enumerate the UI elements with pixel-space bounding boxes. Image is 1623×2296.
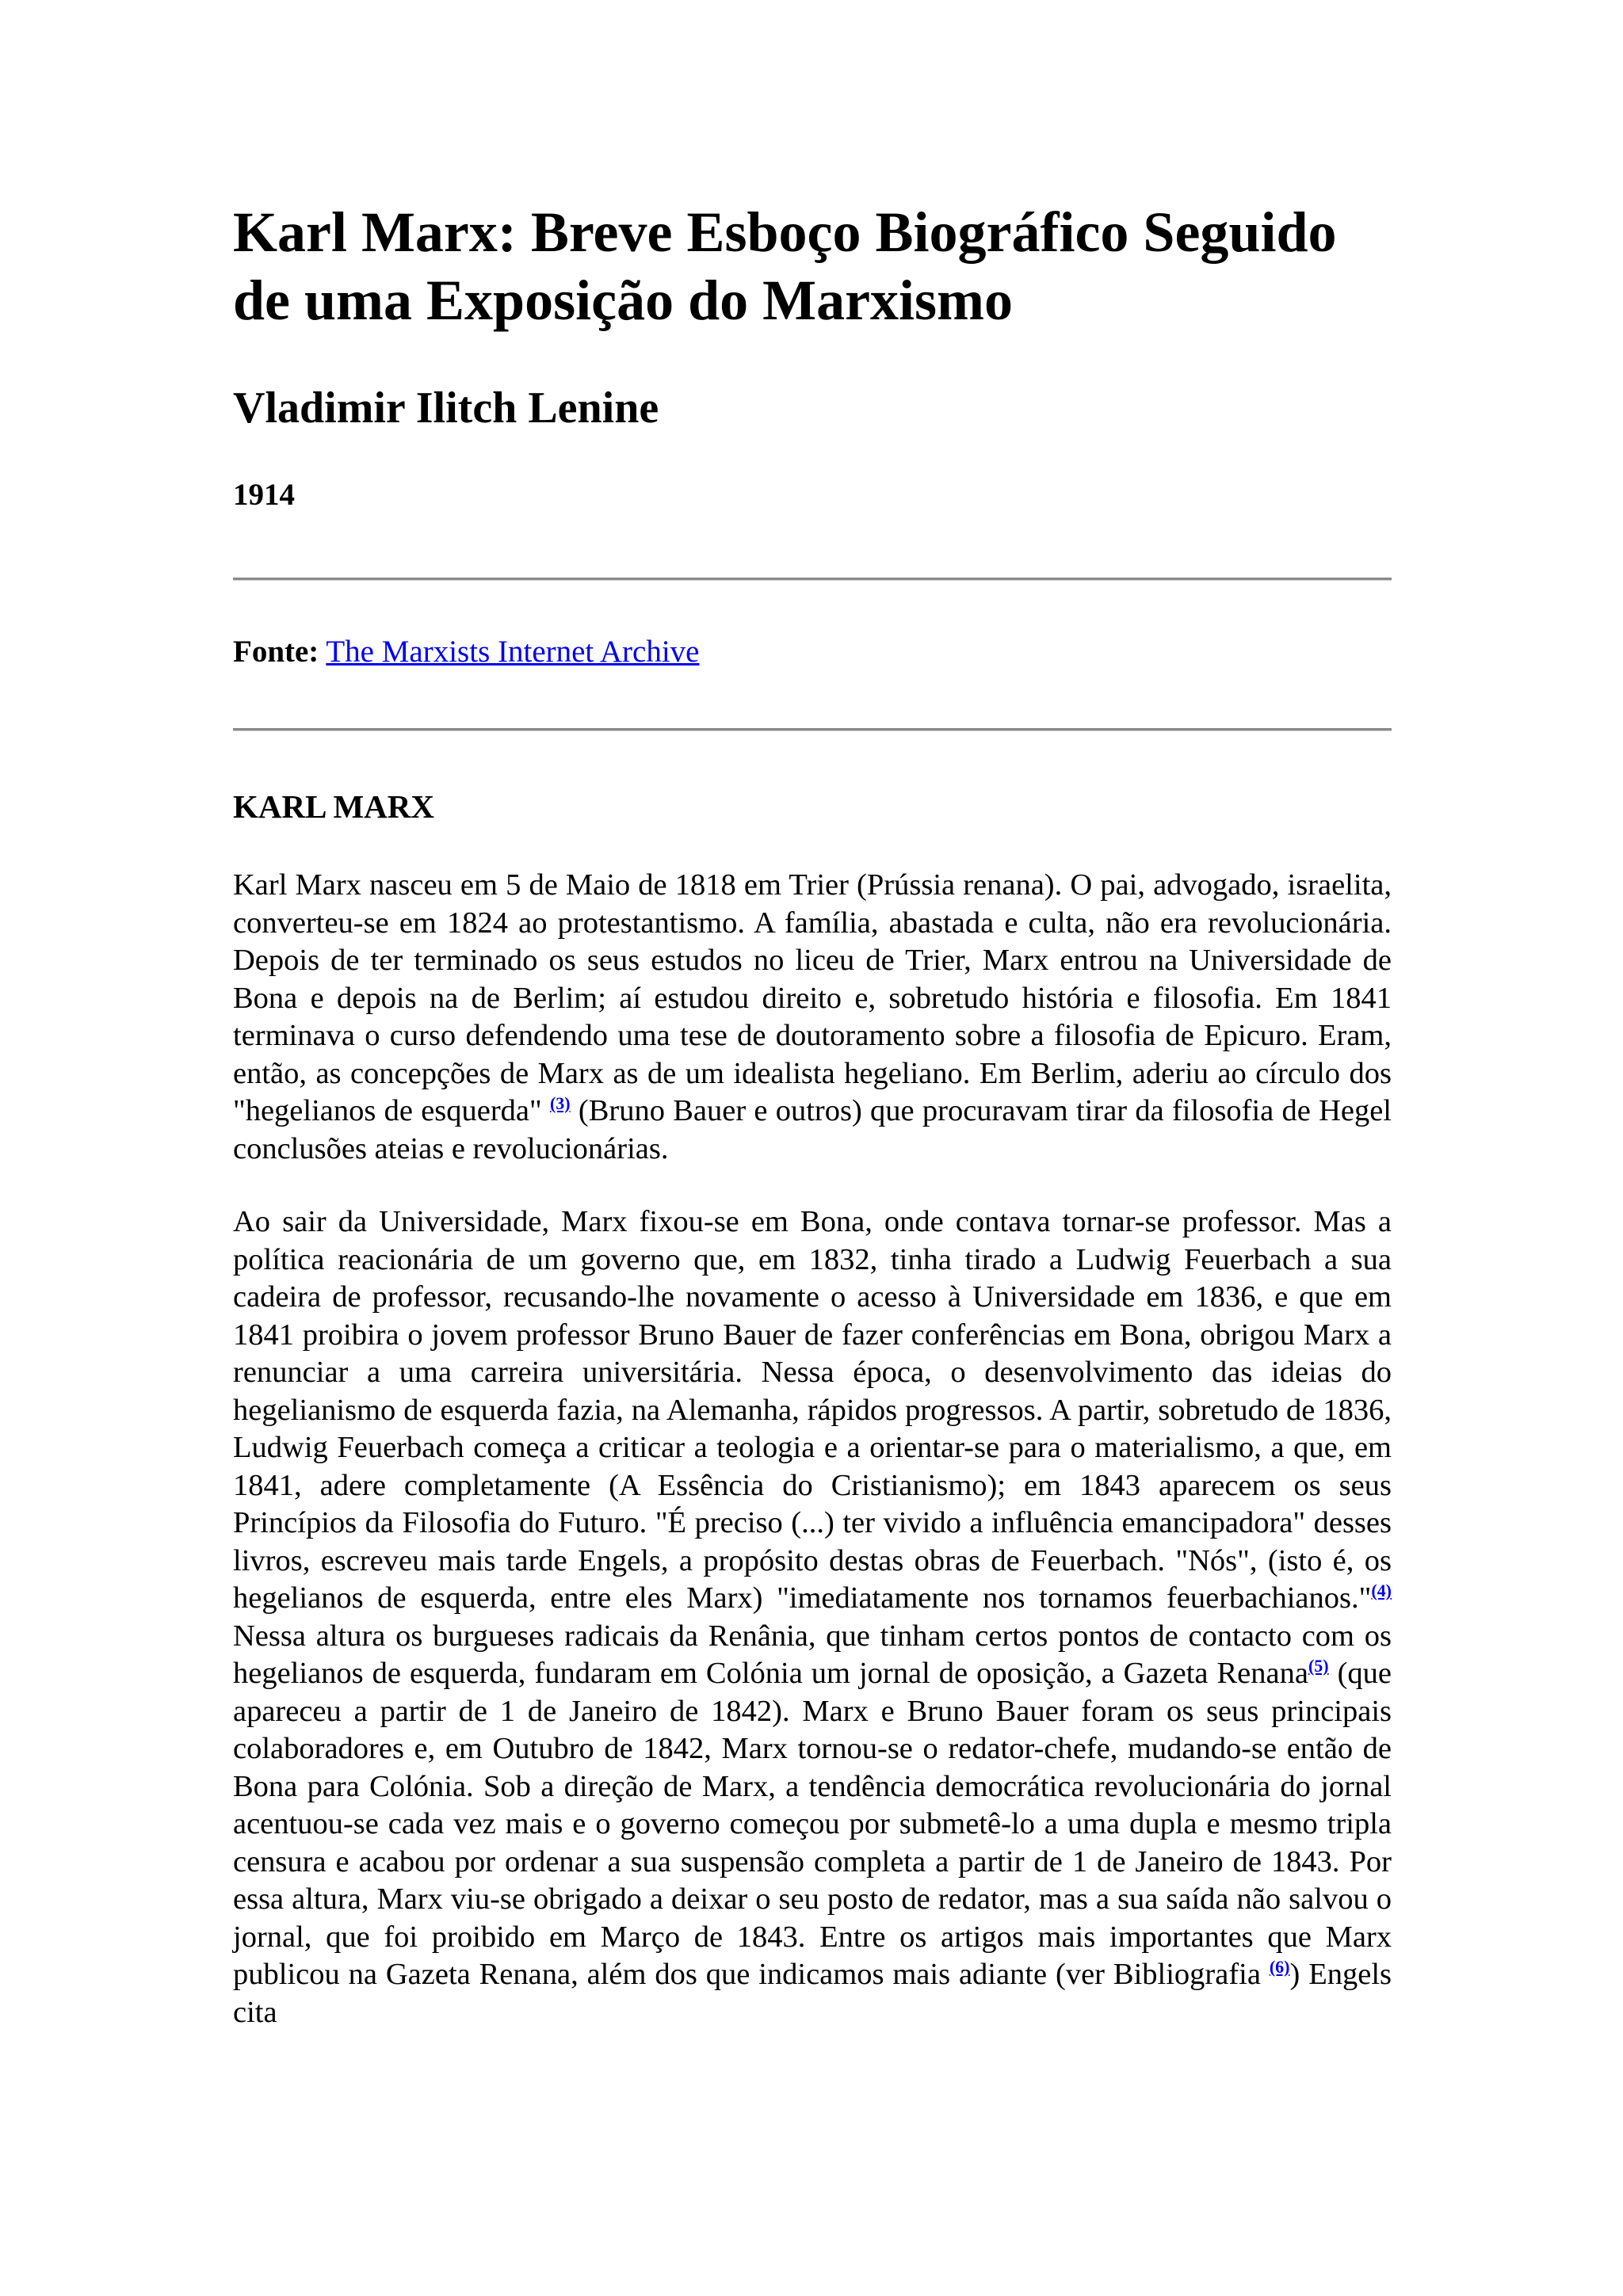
paragraph-1-text-b: (Bruno Bauer e outros) que procuravam tirar da filosofia de Hegel conclusões ateias e revolucionárias. — [233, 1094, 1392, 1165]
page-title: Karl Marx: Breve Esboço Biográfico Seguido de uma Exposição do Marxismo — [233, 200, 1337, 332]
footnote-link-5[interactable]: (5) — [1308, 1656, 1329, 1676]
publication-year: 1914 — [233, 478, 295, 512]
divider-top — [233, 578, 1392, 581]
footnote-ref-5 — [1308, 1656, 1329, 1676]
source-line — [233, 632, 699, 672]
paragraph-2-text-d: ) Engels cita — [233, 1958, 1392, 2029]
footnote-link-3[interactable]: (3) — [549, 1093, 571, 1113]
footnote-ref-3 — [550, 1093, 571, 1113]
body-paragraph-2 — [233, 1203, 1392, 2031]
paragraph-2-text-b: Nessa altura os burgueses radicais da Renânia, que tinham certos pontos de contacto com os hegelianos de esquerda, fundaram em Colónia um jornal de oposição, a Gazeta Renana — [233, 1619, 1392, 1690]
footnote-link-6[interactable]: (6) — [1269, 1957, 1290, 1977]
body-paragraph-1 — [233, 867, 1392, 1168]
paragraph-2-text-c: (que apareceu a partir de 1 de Janeiro de 1842). Marx e Bruno Bauer foram os seus principais colaboradores e, em Outubro de 1842, Marx tornou-se o redator-chefe, mudando-se então de Bona para Colónia. Sob a direção de Marx, a tendência democrática revolucionária do jornal acentuou-se cada vez mais e o governo começou por submetê-lo a uma dupla e mesmo tripla censura e acabou por ordenar a sua suspensão completa a partir de 1 de Janeiro de 1843. Por essa altura, Marx viu-se obrigado a deixar o seu posto de redator, mas a sua saída não salvou o jornal, que foi proibido em Março de 1843. Entre os artigos mais importantes que Marx publicou na Gazeta Renana, além dos que indicamos mais adiante (ver Bibliografia — [233, 1657, 1392, 1991]
section-heading: KARL MARX — [233, 788, 434, 825]
footnote-link-4[interactable]: (4) — [1371, 1581, 1392, 1600]
paragraph-2-text-a: Ao sair da Universidade, Marx fixou-se em Bona, onde contava tornar-se professor. Mas a política reacionária de um governo que, em 1832, tinha tirado a Ludwig Feuerbach a sua cadeira de professor, recusando-lhe novamente o acesso à Universidade em 1836, e que em 1841 proibira o jovem professor Bruno Bauer de fazer conferências em Bona, obrigou Marx a renunciar a uma carreira universitária. Nessa época, o desenvolvimento das ideias do hegelianismo de esquerda fazia, na Alemanha, rápidos progressos. A partir, sobretudo de 1836, Ludwig Feuerbach começa a criticar a teologia e a orientar-se para o materialismo, a que, em 1841, adere completamente (A Essência do Cristianismo); em 1843 aparecem os seus Princípios da Filosofia do Futuro. "É preciso (...) ter vivido a influência emancipadora" desses livros, escreveu mais tarde Engels, a propósito destas obras de Feuerbach. "Nós", (isto é, os hegelianos de esquerda, entre eles Marx) "imediatamente nos tornamos feuerbachianos." — [233, 1205, 1392, 1615]
divider-bottom — [233, 728, 1392, 731]
source-link[interactable]: The Marxists Internet Archive — [326, 635, 700, 669]
author-name: Vladimir Ilitch Lenine — [233, 383, 659, 433]
footnote-ref-4 — [1371, 1581, 1392, 1600]
source-label: Fonte: — [233, 635, 319, 669]
paragraph-1-text-a: Karl Marx nasceu em 5 de Maio de 1818 em Trier (Prússia renana). O pai, advogado, israelita, converteu-se em 1824 ao protestantismo. A família, abastada e culta, não era revolucionária. Depois de ter terminado os seus estudos no liceu de Trier, Marx entrou na Universidade de Bona e depois na de Berlim; aí estudou direito e, sobretudo história e filosofia. Em 1841 terminava o curso defendendo uma tese de doutoramento sobre a filosofia de Epicuro. Eram, então, as concepções de Marx as de um idealista hegeliano. Em Berlim, aderiu ao círculo dos "hegelianos de esquerda" — [233, 868, 1392, 1127]
footnote-ref-6 — [1270, 1957, 1290, 1977]
